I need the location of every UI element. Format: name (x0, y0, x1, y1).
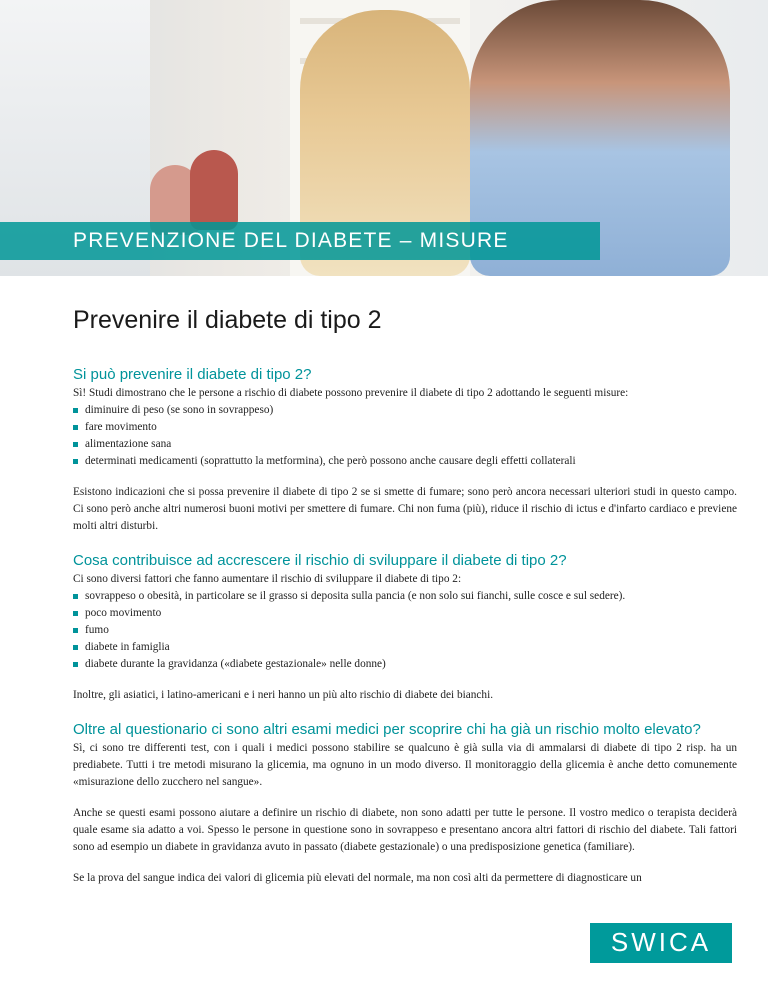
page-title: Prevenire il diabete di tipo 2 (73, 306, 382, 334)
section-heading: Si può prevenire il diabete di tipo 2? (73, 366, 312, 383)
list-item: fare movimento (73, 419, 737, 436)
banner-title: PREVENZIONE DEL DIABETE – MISURE (73, 229, 509, 252)
section-prevention (73, 366, 737, 535)
paragraph: Sì, ci sono tre differenti test, con i quali i medici possono stabilire se qualcuno è già sulla via di ammalarsi di diabete di tipo 2 risp. ha un prediabete. Tutti i tre metodi misurano la glicemia, ma ognuno in un modo diverso. Il monitoraggio della glicemia è anche detto comunemente «misurazione dello zucchero nel sangue». (73, 742, 737, 788)
list-item: sovrappeso o obesità, in particolare se il grasso si deposita sulla pancia (e non solo sui fianchi, sulle cosce e sul sedere). (73, 588, 737, 605)
photo-child-boy (190, 150, 238, 230)
logo-text: SWICA (610, 927, 712, 957)
section-risk-factors (73, 552, 737, 704)
list-item: determinati medicamenti (soprattutto la metformina), che però possono anche causare degli effetti collaterali (73, 453, 737, 470)
section-intro: Ci sono diversi fattori che fanno aumentare il rischio di sviluppare il diabete di tipo 2: (73, 573, 462, 585)
list-item: diabete durante la gravidanza («diabete gestazionale» nelle donne) (73, 656, 737, 673)
paragraph: Esistono indicazioni che si possa prevenire il diabete di tipo 2 se si smette di fumare; sono però ancora necessari ulteriori studi in questo campo. Ci sono però anche altri numerosi buoni motivi per smettere di fumare. Chi non fuma (più), riduce il rischio di ictus e d'infarto cardiaco e previene molti altri disturbi. (73, 486, 737, 532)
document-body (73, 366, 737, 904)
list-item: fumo (73, 622, 737, 639)
paragraph: Inoltre, gli asiatici, i latino-americani e i neri hanno un più alto rischio di diabete dei bianchi. (73, 689, 494, 701)
list-item: alimentazione sana (73, 436, 737, 453)
list-item: diabete in famiglia (73, 639, 737, 656)
bullet-list (73, 402, 737, 470)
paragraph: Se la prova del sangue indica dei valori di glicemia più elevati del normale, ma non così alti da permettere di diagnosticare un (73, 872, 642, 884)
paragraph: Anche se questi esami possono aiutare a definire un rischio di diabete, non sono adatti per tutte le persone. Il vostro medico o terapista deciderà quale esame sia adatto a voi. Spesso le persone in questione sono in sovrappeso e presentano ancora altri fattori di rischio del diabete. Tali fattori sono ad esempio un diabete in gravidanza avuto in passato (diabete gestazionale) o una predisposizione genetica (familiare). (73, 807, 737, 853)
bullet-list (73, 588, 737, 673)
section-intro: Sì! Studi dimostrano che le persone a rischio di diabete possono prevenire il diabete di tipo 2 adottando le seguenti misure: (73, 387, 629, 399)
section-heading: Oltre al questionario ci sono altri esami medici per scoprire chi ha già un rischio molto elevato? (73, 721, 701, 738)
section-medical-tests (73, 721, 737, 887)
swica-logo (590, 923, 732, 963)
section-heading: Cosa contribuisce ad accrescere il rischio di sviluppare il diabete di tipo 2? (73, 552, 567, 569)
list-item: diminuire di peso (se sono in sovrappeso) (73, 402, 737, 419)
list-item: poco movimento (73, 605, 737, 622)
